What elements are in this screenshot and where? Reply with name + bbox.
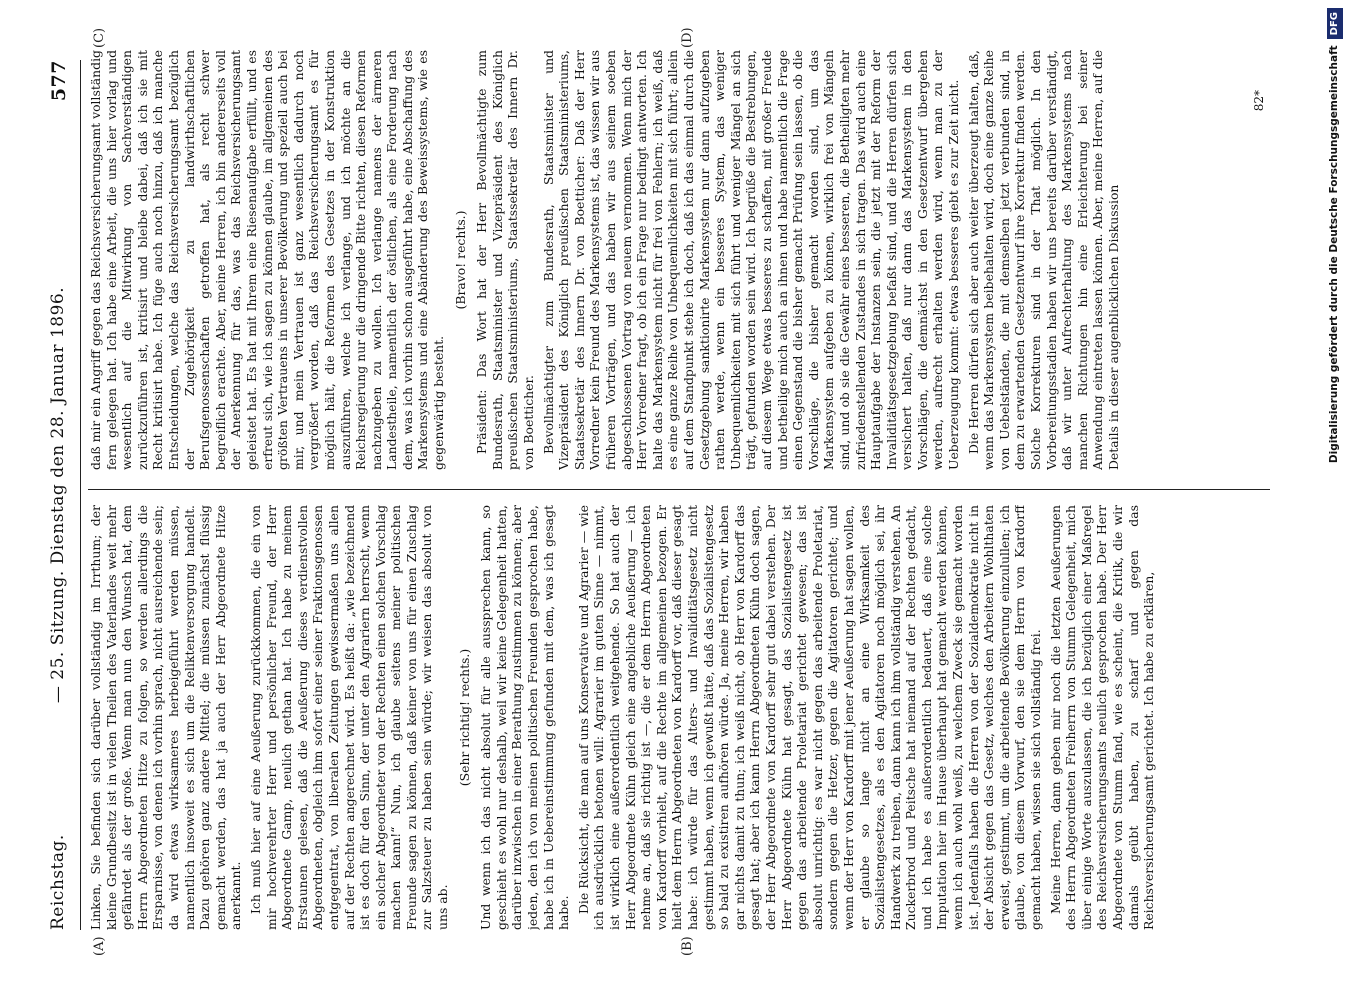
right-column [88, 50, 1270, 470]
margin-marker-d: (D) [680, 27, 695, 48]
speech-boetticher: Bevollmächtigter zum Bundesrath, Staatsminister und Vizepräsident des Königlich preußischen Staatsministeriums, Staatssekretär des Innern Dr. von Boetticher: Daß der Herr Vorredner kein Freund des Markensystems ist, das wissen wir aus früheren Vorträgen, und das haben wir aus seinem soeben abgeschlossenen Vortrag von neuem vernommen. Wenn mich der Herr Vorredner fragt, ob ich ein Frage nur bedingt antworten. Ich halte das Markensystem nicht für frei von Fehlern; ich weiß, daß es eine ganze Reihe von Unbequemlichkeiten mit sich führt; allein auf dem Standpunkt stehe ich doch, daß ich das einmal durch die Gesetzgebung sanktionirte Markensystem nur dann aufzugeben rathen werde, wenn ein besseres System, das weniger Unbequemlichkeiten mit sich führt und weniger Mängel an sich trägt, gefunden worden sein wird. Ich begrüße die Bestrebungen, auf diesem Wege etwas besseres zu schaffen, mit großer Freude und betheilige mich auch an ihnen und habe namentlich die Frage einen Gegenstand die bisher gemacht Prüfung sein lassen, ob die Vorschläge, die bisher gemacht worden sind, um das Markensystem aufgeben zu können, wirklich frei von Mängeln sind, und ob sie die Gewähr eines besseren, die Betheiligten mehr zufriedenstellenden Zustandes in sich tragen. Das wird auch eine Hauptaufgabe der Instanzen sein, die jetzt mit der Reform der Invaliditätsgesetzgebung befaßt sind, und die Herren dürfen sich versichert halten, daß nur dann das Markensystem in den Vorschlägen, die demnächst in den Gesetzentwurf übergehen werden, aufrecht erhalten werden wird, wenn man zu der Ueberzeugung kommt: etwas besseres giebt es zur Zeit nicht. [540, 50, 962, 470]
digitization-text: Digitalisierung gefördert durch die Deutsche Forschungsgemeinschaft [1328, 45, 1340, 464]
paragraph: Die Rücksicht, die man auf uns Konservative und Agrarier — wie ich ausdrücklich betonen will: Agrarier im guten Sinne — nimmt, ist wirklich eine außerordentlich weitgehende. So hat auch der Herr Abgeordnete Kühn gleich eine angebliche Aeußerung — ich nehme an, daß sie richtig ist —, die er dem Herrn Abgeordneten von Kardorff vorhielt, auf die Rechte im allgemeinen bezogen. Er hielt dem Herrn Abgeordneten von Kardorff vor, daß dieser gesagt habe: ich würde für das Alters- und Invaliditätsgesetz nicht gestimmt haben, wenn ich gewußt hätte, daß das Sozialistengesetz so bald zu existiren aufhören würde. Ja, meine Herren, wir haben gar nichts damit zu thun; ich weiß nicht, ob Herr von Kardorff das gesagt hat; aber ich kann Herrn Abgeordneten Kühn doch sagen, der Herr Abgeordnete von Kardorff sehr gut dabei verstehen. Der Herr Abgeordnete Kühn hat gesagt, das Sozialistengesetz ist gegen das arbeitende Proletariat gerichtet gewesen; das ist absolut unrichtig: es war nicht gegen das arbeitende Proletariat, sondern gegen die Hetzer, gegen die Agitatoren gerichtet; und wenn der Herr von Kardorff mit jener Aeußerung hat sagen wollen, er glaube so lange nicht an eine Wirksamkeit des Sozialistengesetzes, als es den Agitatoren noch möglich sei, ihr Handwerk zu treiben, dann kann ich ihm vollständig verstehen. An Zuckerbrod und Peitsche hat niemand auf der Rechten gedacht, und ich habe es außerordentlich bedauert, daß eine solche Imputation hier im Hause überhaupt hat gemacht werden können, wenn ich auch wohl weiß, zu welchem Zweck sie gemacht worden ist. Jedenfalls haben die Herren von der Sozialdemokratie nicht in der Absicht gegen das Gesetz, welches den Arbeitern Wohlthaten erweist, gestimmt, um die arbeitende Bevölkerung einzulullen; ich glaube, von diesem Vorwurf, den sie dem Herrn von Kardorff gemacht haben, wissen sie sich vollständig frei. [575, 505, 1044, 930]
margin-marker-b: (B) [680, 936, 695, 956]
page-number: 577 [48, 60, 70, 102]
left-column [88, 505, 1270, 930]
interjection: (Sehr richtig! rechts.) [456, 648, 472, 787]
signature-mark: 82* [1252, 90, 1266, 112]
paragraph: daß mir ein Angriff gegen das Reichsversicherungsamt vollständig fern gelegen hat. Ich habe eine Arbeit, die uns hier vorlag und wesentlich auf die Mitwirkung von Sachverständigen zurückzuführen ist, kritisirt und bleibe dabei, daß ich sie mit Recht kritisirt habe. Ich füge auch noch hinzu, daß ich manche Entscheidungen, welche das Reichsversicherungsamt bezüglich der Zugehörigkeit zu landwirthschaftlichen Berufsgenossenschaften getroffen hat, als recht schwer begreiflich erachte. Aber, meine Herren, ich bin andererseits voll der Anerkennung für das, was das Reichsversicherungsamt geleistet hat. Es hat mit Ihrem eine Riesenaufgabe erfüllt, und es erfreut sich, wie ich sagen zu können glaube, im allgemeinen des größten Vertrauens in unserer Bevölkerung und speziell auch bei mir, und mein Vertrauen ist ganz wesentlich dadurch noch vergrößert worden, daß das Reichsversicherungsamt es für möglich hält, die Reformen des Gesetzes in der Konstruktion auszuführen, welche ich verlange, und ich möchte an die Reichsregierung nur die dringende Bitte richten, diesen Reformen nachzugeben zu wollen. Ich verlange namens der ärmeren Landestheile, namentlich der östlichen, als eine Forderung nach dem, was ich vorhin schon ausgeführt habe, eine Abschaffung des Markensystems und eine Abänderung des Beweissystems, wie es gegenwärtig besteht. [88, 50, 447, 470]
president-speech: Präsident: Das Wort hat der Herr Bevollmächtigte zum Bundesrath, Staatsminister und Vizepräsident des Königlich preußischen Staatsministeriums, Staatssekretär des Innern Dr. von Boetticher. [474, 50, 537, 470]
dfg-logo: DFG [1327, 8, 1343, 39]
digitization-note [1322, 8, 1346, 993]
header-center: — 25. Sitzung. Dienstag den 28. Januar 1896. [48, 286, 68, 704]
paragraph: Die Herren dürfen sich aber auch weiter überzeugt halten, daß, wenn das Markensystem beibehalten wird, doch eine ganze Reihe von Uebelständen, die mit demselben jetzt verbunden sind, in dem zu erwartenden Gesetzentwurf ihre Korrektur finden werden. Solche Korrekturen sind in der That möglich. In den Vorbereitungsstadien haben wir uns bereits darüber verständigt, daß wir unter Aufrechterhaltung des Markensystems nach manchen Richtungen hin eine Erleichterung bei seiner Anwendung eintreten lassen können. Aber, meine Herren, auf die Details in dieser augenblicklichen Diskussion [965, 50, 1121, 470]
running-head [48, 60, 76, 930]
margin-marker-a: (A) [92, 936, 107, 956]
interjection: (Bravo! rechts.) [452, 210, 468, 310]
paragraph: Meine Herren, dann geben mir noch die letzten Aeußerungen des Herrn Abgeordneten Freiherrn von Stumm Gelegenheit, mich über einige Worte auszulassen, die ich bezüglich einer Maßregel des Reichsversicherungsamts neulich gesprochen habe. Der Herr Abgeordnete von Stumm fand, wie es scheint, die Kritik, die wir damals geübt haben, zu scharf und gegen das Reichsversicherungsamt gerichtet. Ich habe zu erklären, [1047, 505, 1157, 930]
paragraph: Ich muß hier auf eine Aeußerung zurückkommen, die ein von mir hochverehrter Herr und persönlicher Freund, der Herr Abgeordnete Gamp, neulich gethan hat. Ich habe zu meinem Erstaunen gelesen, daß die Aeußerung dieses verdienstvollen Abgeordneten, obgleich ihm sofort einer seiner Fraktionsgenossen entgegentrat, von liberalen Zeitungen gewissermaßen uns allen auf der Rechten angerechnet wird. Es heißt da: „wie bezeichnend ist es doch für den Sinn, der unter den Agrariern herrscht, wenn ein solcher Abgeordneter von der Rechten einen solchen Vorschlag machen kann!“ Nun, ich glaube seitens meiner politischen Freunde sagen zu können, daß keiner von uns für einen Zuschlag zur Salzsteuer zu haben sein würde; wir weisen das absolut von uns ab. [247, 505, 451, 930]
column-divider [88, 489, 1270, 490]
paragraph: Linken, Sie befinden sich darüber vollständig im Irrthum; der kleine Grundbesitz ist in vielen Theilen des Vaterlandes weit mehr gefährdet als der große. Wenn man nun den Wunsch hat, dem Herrn Abgeordneten Hitze zu folgen, so werden allerdings die Ersparnisse, von denen ich vorhin sprach, nicht ausreichende sein; da wird etwas wirksameres herbeigeführt werden müssen, namentlich insoweit es sich um die Reliktenversorgung handelt. Dazu gehören ganz andere Mittel; die müssen zunächst flüssig gemacht werden, das hat ja auch der Herr Abgeordnete Hitze anerkannt. [88, 505, 244, 930]
header-left: Reichstag. [48, 834, 68, 930]
paragraph: Und wenn ich das nicht absolut für alle aussprechen kann, so geschieht es wohl nur deshalb, weil wir keine Gelegenheit hatten, darüber inzwischen in einer Berathung zustimmen zu können; aber jeden, den ich von meinen politischen Freunden gesprochen habe, habe ich in Uebereinstimmung gefunden mit dem, was ich gesagt habe. [478, 505, 572, 930]
margin-marker-c: (C) [92, 27, 107, 48]
rotated-page [40, 27, 1280, 970]
header-rule [80, 60, 81, 930]
